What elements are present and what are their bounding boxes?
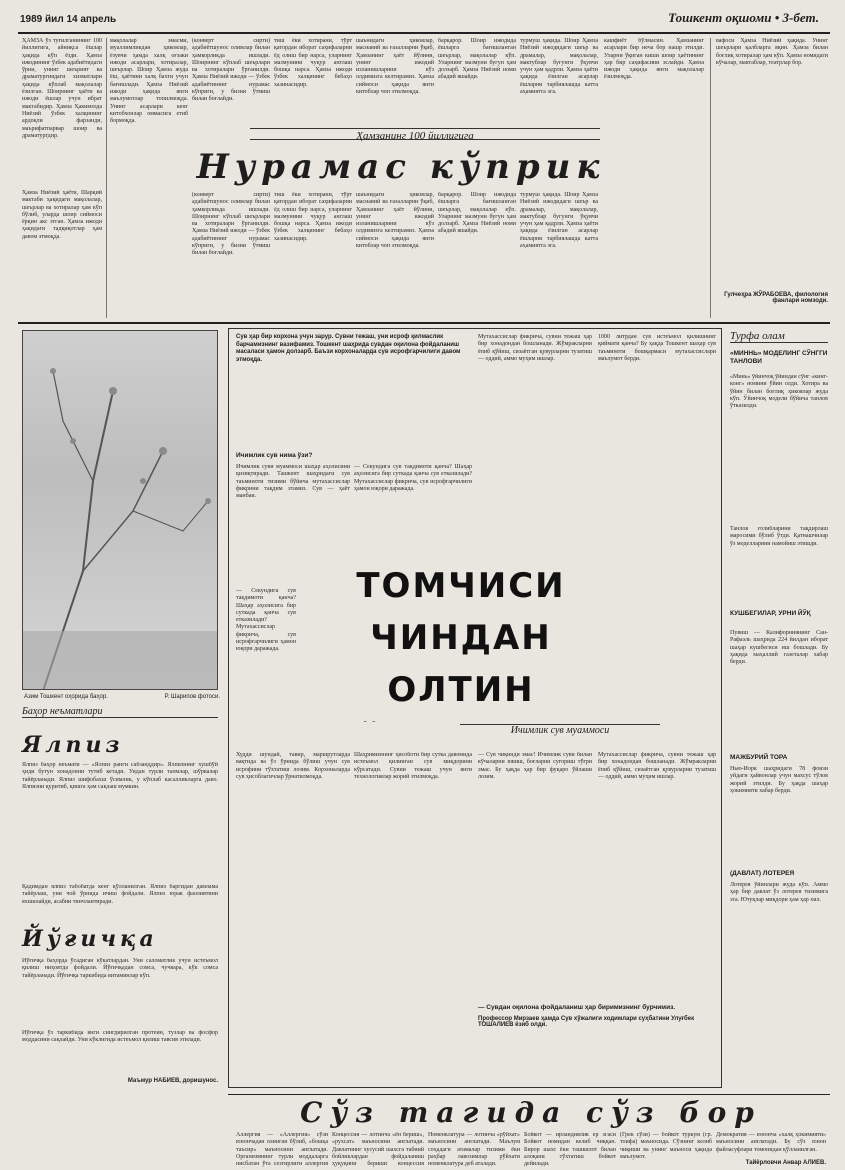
yogichqa-title: Йўғичқа xyxy=(22,926,158,952)
top-col-3: (конверт сирти) адабиётшунос олимлар билан ҳамкорликда ишлади. Шоирнинг кўплаб шеърлари ва хотиралари ўрганилди. Ҳамза Ниёзий ижоди — ўзбек адабиётининг нурамас кўприги, у бизни ўтмиш билан боғлайди. xyxy=(192,38,270,103)
right-title-2: КУШБЕГИЛАР, УРНИ ЙЎҚ xyxy=(730,610,811,617)
top-col-6-lower: барқарор. Шоир ижодида ёшларга бағишланган шеърлар, мақолалар кўп. Уларнинг мазмуни бугун ҳам долзарб. Ҳамза Ниёзий номи абадий яшайди. xyxy=(438,192,516,235)
water-text-4: Шаҳримизнинг ҳисоботи бир сутка давомида истеъмол қилинган сув миқдорини кўрсатади. Сувни тежаш учун янги технологиялар жорий этилмоқда. xyxy=(354,752,472,780)
top-col-1b: Ҳамза Ниёзий ҳаёти, Шарқий мактаби ҳақидаги мақолалар, шеърлар ва хотиралар ҳам кўп бўлиб, уларда шоир сиймоси ёрқин акс этган. Ҳамза ижоди ҳақидаги тадқиқотлар ҳам давом этмоқда. xyxy=(22,190,102,240)
photo-caption: Азим Тошкент оҳорида баҳор. xyxy=(24,694,108,700)
top-col-4: тиш ёки хотирани, тўрт қатордан иборат саҳифаларни ёд олиш бир нарса, уларнинг мазмунини чуқур англаш бошқа нарса. Ҳамза ижоди ўзбек халқининг бебаҳо хазинасидир. xyxy=(274,38,352,88)
bottom-col-3: Номенклатура — лотинча «рўйхат» маъносини англатади. Маълум соҳадаги атамалар тизими ёки раҳбар лавозимлар рўйхати номенклатура деб аталади. xyxy=(428,1132,520,1168)
water-intro: Сув ҳар бир корхона учун зарур. Сувни тежаш, уни исроф қилмаслик барчамизнинг вазифамиз. Тошкент шаҳрида сувдан оқилона фойдаланиш масаласи ҳамон долзарб. Баъзи корхоналарда сув исрофгарчилиги давом этмоқда. xyxy=(236,334,461,363)
top-col-3-lower: (конверт сирти) адабиётшунос олимлар билан ҳамкорликда ишлади. Шоирнинг кўплаб шеърлари ва хотиралари ўрганилди. Ҳамза Ниёзий ижоди — ўзбек адабиётининг нурамас кўприги, у бизни ўтмиш билан боғлайди. xyxy=(192,192,270,257)
top-col-7: турмуш ҳақида. Шоир Ҳамза Ниёзий ижодидаги шеър ва драмалар, мақолалар, мактублар бугунги ўқувчи учун ҳам қадрли. Ҳамза ҳаёти ҳақида ёзилган асарлар ёшларни тарбиялашда катта аҳамиятга эга. xyxy=(520,38,598,96)
right-text-4: Лотерея ўйинлари жуда кўп. Аммо ҳар бир давлат ўз лотерея тизимига эга. Ютуқлар миқдори ҳам ҳар хил. xyxy=(730,882,828,903)
water-headline: ТОМЧИСИ ЧИНДАН ОЛТИН xyxy=(356,566,566,710)
yalpiz-title: Ялпиз xyxy=(22,732,124,758)
water-signature: Профессор Мирзаев ҳамда Сув хўжалиги ходимлари суҳбатини Улуғбек ТОШАЛИЕВ ёзиб олди. xyxy=(478,1016,695,1028)
right-title-1: «МИННЬ» МОДЕЛИНГ СЎНГГИ ТАНЛОВИ xyxy=(730,350,828,365)
bottom-col-5: (Грек сўзи) — бойкот туркум (гр. тоифа) маъносида. Сўзнинг келиб чиқиши ва унинг маъноси ҳақида маълумот. xyxy=(620,1132,712,1160)
photo-credit: Р. Шарипов фотоси. xyxy=(164,694,220,700)
right-text-3: Нью-Йорк шаҳридаги 78 фоизи уйдаги ҳайвонлар учун махсус тўлов жорий этилди. Бу ҳақда шаҳар ҳокимияти хабар берди. xyxy=(730,766,828,794)
right-title-3: МАЖБУРИЙ ТОРА xyxy=(730,754,788,761)
water-col-4: 1000 литрдан сув истеъмол қилишнинг қиймати қанча? Бу ҳақда Тошкент шаҳар сув таъминоти бошқармаси мутахассислари маълумот берди. xyxy=(598,334,716,362)
bottom-col-2: Концессия — лотинча «ён бериш», «рухсат» маъносини англатади. Давлатнинг хусусий шахсга табиий бойликлардан фойдаланиш ҳуқуқини бериши концессия xyxy=(332,1132,424,1168)
top-col-5: шаънидаги ҳикоялар, маснавий ва ғазалларни ўқиб, Ҳамзанинг ҳаёт йўлини, унинг ижодий изланишларини кўз олдимизга келтирамиз. Ҳамза сиймоси ҳақида янги китоблар чоп этилмоқда. xyxy=(356,38,434,96)
water-text-2: — Секундига сув тақдимоти қанча? Шаҳар аҳолисига бир суткада қанча сув етказилади? Мутахассислар фикрича, сув исрофгарчилиги ҳамон юқори даражада. xyxy=(354,464,472,492)
yalpiz-text-2: Қадимдан ялпиз табобатда кенг қўлланилган. Ялпиз баргидан дамлама тайёрлаш, уни чой ўрнида ичиш фойдали. Ялпиз юрак фаолиятини яхшилайди, асабни тинчлантиради. xyxy=(22,884,218,905)
top-signature: Гулчеҳра ЖЎРАБОЕВА, филология фанлари номзоди. xyxy=(724,292,828,304)
yalpiz-text: Ялпиз баҳор неъмати — «Ялпиз ранги сабзанддир». Ялпизнинг хушбўй ҳиди бутун хонадонни тутиб кетади. Ундан турли таомлар, шўрвалар тайёрланади. Ялпиз шифобахш ўсимлик, у кўплаб касалликларга даво. Ялпизни қуритиб, қишга ҳам сақлаш мумкин. xyxy=(22,762,218,790)
top-col-5-lower: шаънидаги ҳикоялар, маснавий ва ғазалларни ўқиб, Ҳамзанинг ҳаёт йўлини, унинг ижодий изланишларини кўз олдимизга келтирамиз. Ҳамза сиймоси ҳақида янги китоблар чоп этилмоқда. xyxy=(356,192,434,250)
top-rubric: Ҳамзанинг 100 йиллигига xyxy=(356,130,474,142)
top-col-8: кашфиёт бўлмасин. Ҳамзанинг асарлари бир неча бор нашр этилди. Уларни ўқиган киши шоир ҳаётининг ҳар бир саҳифасини эслайди. Ҳамза ижоди ҳақида янги мақолалар ёзилмоқда. xyxy=(604,38,704,81)
bottom-rule xyxy=(228,1094,830,1095)
right-text-2: Пувиш — Калифорниянинг Сан-Рафаэль шаҳрида 224 йилдан иборат шаҳар кушбегиси иш бошлади. Бу ҳақида маҳаллий газеталар хабар берди. xyxy=(730,630,828,666)
bottom-col-6: Демократия — юнонча «халқ ҳокимияти» маъносини англатади. Бу сўз юнон файласуфлари томонидан қўлланилган. xyxy=(716,1132,826,1153)
water-text-side: — Секундига сув тақдимоти қанча? Шаҳар аҳолисига бир суткада қанча сув етказилади? Мутахассислар фикрича, сув исрофгарчилиги ҳамон юқори даражада. xyxy=(236,588,296,653)
right-text-1: «Минь» ўйинчоқ ўйиндан сўнг «кинг-конг» номини ўйин олди. Хотира ва ўйин билан боғлиқ ҳикоялар жуда кўп. Ўйинчоқ модели бўйича танлов ўтказилди. xyxy=(730,374,828,410)
top-col-2: мақолалар эмасми, муаллимликдан ҳикоялар, ёзувчи ҳамда халқ оғзаки ижоди асарлари, хотиралар, шеърлар. Шоир Ҳамза жуда ёш, ҳаётини халқ бахти учун бағишлади. Ҳамза Ниёзий ижоди ҳақида янги маълумотлар топилмоқда. Унинг асарлари кенг китобхонлар оммасига етиб бормоқда. xyxy=(110,38,188,125)
top-col-1: ҲАМЗА ўз туғилганининг 100 йиллигига, айниқса ёшлар ҳақида кўп ёзди. Ҳамза ижодининг ўзбек адабиётидаги ўрни, унинг шеърият ва драматургиядаги хизматлари ҳақида кўплаб мақолалар ёзилган. Шоирнинг ҳаёти ва ижоди ёшлар учун ибрат мактабидир. Ҳамза Ҳакимзода Ниёзий ўзбек халқининг ардоқли фарзанди, маърифатпарвар шоир ва драматургдир. xyxy=(22,38,102,139)
top-col-4-lower: тиш ёки хотирани, тўрт қатордан иборат саҳифаларни ёд олиш бир нарса, уларнинг мазмунини чуқур англаш бошқа нарса. Ҳамза ижоди ўзбек халқининг бебаҳо хазинасидир. xyxy=(274,192,352,242)
spring-photo xyxy=(22,330,218,690)
top-col-7-lower: турмуш ҳақида. Шоир Ҳамза Ниёзий ижодидаги шеър ва драмалар, мақолалар, мактублар бугунги ўқувчи учун ҳам қадрли. Ҳамза ҳаёти ҳақида ёзилган асарлар ёшларни тарбиялашда катта аҳамиятга эга. xyxy=(520,192,598,250)
top-col-6: барқарор. Шоир ижодида ёшларга бағишланган шеърлар, мақолалар кўп. Уларнинг мазмуни бугун ҳам долзарб. Ҳамза Ниёзий номи абадий яшайди. xyxy=(438,38,516,81)
water-text-3: Худди шундай, тавир, маршрутларда вақтида ва ўз ўрнида бўлиш учун сув исрофини тўхтатиш лозим. Корхоналарда сув ҳисоблагичлар ўрнатилмоқда. xyxy=(236,752,350,780)
water-subtitle: Ичимлик сув муаммоси xyxy=(460,724,660,736)
left-rubric: Баҳор неъматлари xyxy=(22,706,218,718)
top-col-9: вафоси Ҳамза Ниёзий ҳақида. Унинг шеърлари қалбларга яқин. Ҳамза билан боғлиқ хотиралар ҳам кўп. Ҳамза номидаги кўчалар, мактаблар, театрлар бор. xyxy=(716,38,828,66)
right-title-4: (ДАВЛАТ) ЛОТЕРЕЯ xyxy=(730,870,795,877)
water-col-3: Мутахассислар фикрича, сувни тежаш ҳар бир хонадондан бошланади. Жўмракларни ёпиб қўйиш, сизаётган қувурларни тузатиш — оддий, аммо муҳим ишлар. xyxy=(478,334,592,362)
column-divider xyxy=(710,38,711,318)
newspaper-masthead: Тошкент оқшоми • 3-бет. xyxy=(668,10,819,25)
section-rule xyxy=(18,322,830,324)
water-sub1: Ичимлик сув нима ўзи? xyxy=(236,452,313,459)
yogichqa-text: Йўғичқа баҳорда ўсадиган кўкатлардан. Уни саломатлик учун истеъмол қилиш ниҳоятда фойдали. Йўғичқадан сомса, чучвара, кўк сомса тайёрланади. Йўғичқа таркибида витаминлар кўп. xyxy=(22,958,218,979)
header-rule xyxy=(18,32,830,34)
water-text-1: Ичимлик суви муаммоси шаҳар аҳолисини қизиқтиради. Ташкент шаҳридаги сув таъминоти тизими бўйича мутахассислар фикрини тақдим этамиз. Сув — ҳаёт манбаи. xyxy=(236,464,350,500)
left-signature: Маъмур НАБИЕВ, доришунос. xyxy=(127,1078,218,1084)
right-text-1b: Танлов ғолибларини тақдирлаш маросими бўлиб ўтди. Қатнашчилар ўз моделларини намойиш этишди. xyxy=(730,526,828,547)
yogichqa-text-2: Йўғичқа ўз таркибида янги сингдирилган протеин, тузлар ва фосфор моддасини сақлайди. Уни кўклигида истеъмол қилиш тавсия этилади. xyxy=(22,1030,218,1044)
bottom-col-4: Бойкот — ирландиялик ер эгаси Бойкот номидан келиб чиққан. Бирор шахс ёки ташкилот билан алоқани тўхтатиш бойкот дейилади. xyxy=(524,1132,616,1168)
right-rubric: Турфа олам xyxy=(730,330,828,343)
bottom-col-1: Аллергия — «Аллергия» сўзи юнончадан олинган бўлиб, «бошқа таъсир» маъносини англатади. Организмнинг турли моддаларга нисбатан ўта сезгирлиги аллергия xyxy=(236,1132,328,1168)
top-headline: Нурамас кўприк xyxy=(196,147,606,187)
water-text-6: Мутахассислар фикрича, сувни тежаш ҳар бир хонадондан бошланади. Жўмракларни ёпиб қўйиш, сизаётган қувурларни тузатиш — оддий, аммо муҳим ишлар. xyxy=(598,752,716,780)
bottom-signature: Тайёрловчи Анвар АЛИЕВ. xyxy=(745,1160,826,1166)
water-text-5: — Сув чиқинди эмас! Ичимлик суви билан кўчаларни ювиш, боғларни суғориш тўғри эмас. Бу ҳақда ҳар бир фуқаро ўйлаши лозим. xyxy=(478,752,592,780)
column-divider xyxy=(106,38,107,318)
tree-branch-illustration xyxy=(23,331,218,690)
issue-date: 1989 йил 14 апрель xyxy=(20,14,117,25)
water-sub2: — Сувдан оқилона фойдаланиш ҳар биримизнинг бурчимиз. xyxy=(478,1004,676,1011)
bottom-headline: Сўз тагида сўз бор xyxy=(300,1096,762,1129)
